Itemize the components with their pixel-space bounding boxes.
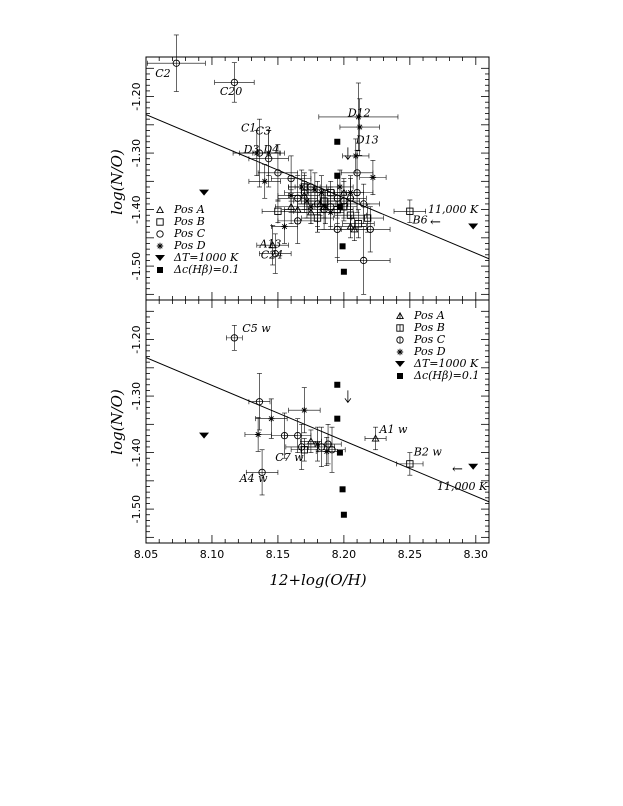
legend-label: Pos D bbox=[414, 345, 446, 358]
star-point bbox=[301, 407, 307, 413]
point-annotation: B2 w bbox=[413, 445, 442, 459]
y-tick-label: -1.40 bbox=[130, 438, 143, 467]
star-point bbox=[318, 189, 324, 195]
legend-label: Pos B bbox=[414, 321, 445, 334]
point-annotation: B6 bbox=[412, 213, 428, 227]
down-triangle-point bbox=[199, 433, 209, 439]
legend-label: Pos B bbox=[174, 215, 205, 228]
top-plot-area bbox=[130, 35, 489, 300]
filled-square-point bbox=[334, 382, 340, 388]
point-annotation: D4 bbox=[263, 143, 280, 157]
filled-square-point bbox=[334, 173, 340, 179]
down-arrow bbox=[345, 147, 351, 159]
legend-symbol bbox=[395, 361, 405, 367]
x-axis-title: 12+log(O/H) bbox=[269, 571, 367, 589]
star-point bbox=[308, 204, 314, 210]
x-tick-label: 8.30 bbox=[463, 548, 489, 561]
down-arrow bbox=[345, 390, 351, 402]
point-annotation: A13 bbox=[259, 237, 282, 251]
point-annotation: C20 bbox=[219, 84, 243, 98]
filled-square-point bbox=[341, 512, 347, 518]
legend-symbol bbox=[397, 373, 403, 379]
legend-label: Pos C bbox=[414, 333, 446, 346]
filled-square-point bbox=[340, 486, 346, 492]
point-annotation: C24 bbox=[260, 248, 284, 262]
bottom-plot-area bbox=[130, 300, 489, 561]
x-tick-label: 8.05 bbox=[133, 548, 159, 561]
star-point bbox=[268, 415, 274, 421]
star-point bbox=[288, 192, 294, 198]
star-point bbox=[262, 178, 268, 184]
point-annotation: A4 w bbox=[239, 471, 268, 485]
point-annotation: D12 bbox=[347, 106, 371, 120]
point-annotation: C1 bbox=[240, 121, 257, 135]
point-annotation: C3 bbox=[255, 124, 271, 138]
x-tick-label: 8.15 bbox=[265, 548, 291, 561]
star-point bbox=[327, 209, 333, 215]
point-annotation: C2 bbox=[155, 66, 171, 80]
legend-symbol bbox=[157, 207, 163, 213]
top-y-axis-title: log(N/O) bbox=[108, 149, 126, 215]
legend-label: Pos A bbox=[174, 203, 205, 216]
legend-symbol bbox=[157, 243, 163, 249]
down-triangle-point bbox=[199, 190, 209, 196]
point-annotation: C7 w bbox=[275, 451, 304, 465]
y-tick-label: -1.20 bbox=[130, 325, 143, 354]
x-tick-label: 8.25 bbox=[397, 548, 423, 561]
legend-symbol bbox=[157, 267, 163, 273]
down-triangle-point bbox=[468, 464, 478, 470]
filled-square-point bbox=[334, 416, 340, 422]
star-point bbox=[357, 124, 363, 130]
point-annotation: D3 bbox=[243, 143, 260, 157]
legend-symbol bbox=[157, 231, 163, 237]
legend-symbol bbox=[397, 349, 403, 355]
filled-square-point bbox=[334, 139, 340, 145]
legend-label: Pos D bbox=[174, 239, 206, 252]
y-tick-label: -1.30 bbox=[130, 381, 143, 411]
point-annotation: A1 w bbox=[379, 422, 408, 436]
star-point bbox=[370, 174, 376, 180]
filled-square-point bbox=[337, 204, 343, 210]
point-annotation: D13 bbox=[355, 133, 379, 147]
legend-label: ΔT=1000 K bbox=[174, 251, 239, 264]
star-point bbox=[324, 448, 330, 454]
y-tick-label: -1.40 bbox=[130, 195, 143, 224]
star-point bbox=[314, 441, 320, 447]
filled-square-point bbox=[340, 243, 346, 249]
legend-label: ΔT=1000 K bbox=[414, 357, 479, 370]
temperature-arrow: ← bbox=[452, 462, 463, 477]
x-tick-label: 8.20 bbox=[331, 548, 357, 561]
star-point bbox=[353, 153, 359, 159]
star-point bbox=[337, 184, 343, 190]
bottom-y-axis-title: log(N/O) bbox=[108, 389, 126, 455]
legend-symbol bbox=[155, 255, 165, 261]
filled-square-point bbox=[341, 269, 347, 275]
y-tick-label: -1.50 bbox=[130, 494, 143, 524]
temperature-label: 11,000 K bbox=[437, 480, 488, 493]
legend-label: Δc(Hβ)=0.1 bbox=[174, 263, 240, 276]
y-tick-label: -1.50 bbox=[130, 251, 143, 281]
star-point bbox=[347, 189, 353, 195]
x-tick-label: 8.10 bbox=[199, 548, 225, 561]
filled-square-point bbox=[337, 450, 343, 456]
y-tick-label: -1.20 bbox=[130, 82, 143, 111]
star-point bbox=[255, 431, 261, 437]
down-triangle-point bbox=[468, 224, 478, 230]
legend-label: Pos A bbox=[414, 309, 445, 322]
temperature-label: 11,000 K bbox=[428, 203, 479, 216]
temperature-arrow: ← bbox=[430, 215, 441, 230]
legend-label: Δc(Hβ)=0.1 bbox=[414, 369, 480, 382]
legend-symbol bbox=[157, 219, 163, 225]
point-annotation: C5 w bbox=[242, 322, 271, 336]
star-point bbox=[281, 223, 287, 229]
star-point bbox=[304, 198, 310, 204]
legend-label: Pos C bbox=[174, 227, 206, 240]
y-tick-label: -1.30 bbox=[130, 138, 143, 168]
